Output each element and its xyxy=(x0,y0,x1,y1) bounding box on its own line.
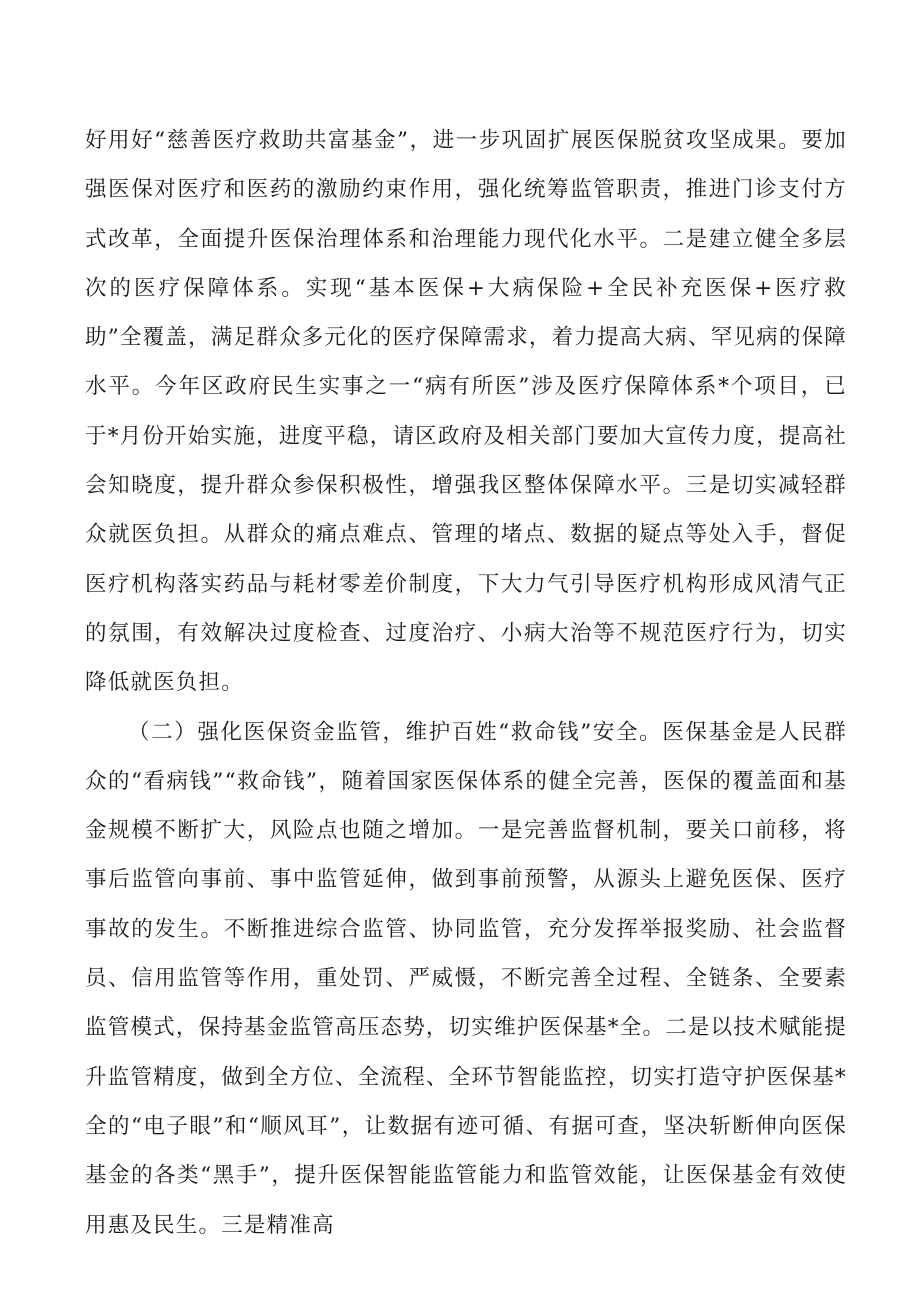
paragraph-fund-supervision: （二）强化医保资金监管，维护百姓“救命钱”安全。医保基金是人民群众的“看病钱”“救命钱”，随着国家医保体系的健全完善，医保的覆盖面和基金规模不断扩大，风险点也随之增加。一是完善监督机制，要关口前移，将事后监管向事前、事中监管延伸，做到事前预警，从源头上避免医保、医疗事故的发生。不断推进综合监管、协同监管，充分发挥举报奖励、社会监督员、信用监管等作用，重处罚、严威慑，不断完善全过程、全链条、全要素监管模式，保持基金监管高压态势，切实维护医保基*全。二是以技术赋能提升监管精度，做到全方位、全流程、全环节智能监控，切实打造守护医保基*全的“电子眼”和“顺风耳”，让数据有迹可循、有据可查，坚决斩断伸向医保基金的各类“黑手”，提升医保智能监管能力和监管效能，让医保基金有效使用惠及民生。三是精准高 xyxy=(85,719,847,1238)
document-body xyxy=(85,116,847,1250)
paragraph-medical-security-system: 好用好“慈善医疗救助共富基金”，进一步巩固扩展医保脱贫攻坚成果。要加强医保对医疗和医药的激励约束作用，强化统筹监管职责，推进门诊支付方式改革，全面提升医保治理体系和治理能力现代化水平。二是建立健全多层次的医疗保障体系。实现“基本医保+大病保险+全民补充医保+医疗救助”全覆盖，满足群众多元化的医疗保障需求，着力提高大病、罕见病的保障水平。今年区政府民生实事之一“病有所医”涉及医疗保障体系*个项目，已于*月份开始实施，进度平稳，请区政府及相关部门要加大宣传力度，提高社会知晓度，提升群众参保积极性，增强我区整体保障水平。三是切实减轻群众就医负担。从群众的痛点难点、管理的堵点、数据的疑点等处入手，督促医疗机构落实药品与耗材零差价制度，下大力气引导医疗机构形成风清气正的氛围，有效解决过度检查、过度治疗、小病大治等不规范医疗行为，切实降低就医负担。 xyxy=(85,128,847,696)
